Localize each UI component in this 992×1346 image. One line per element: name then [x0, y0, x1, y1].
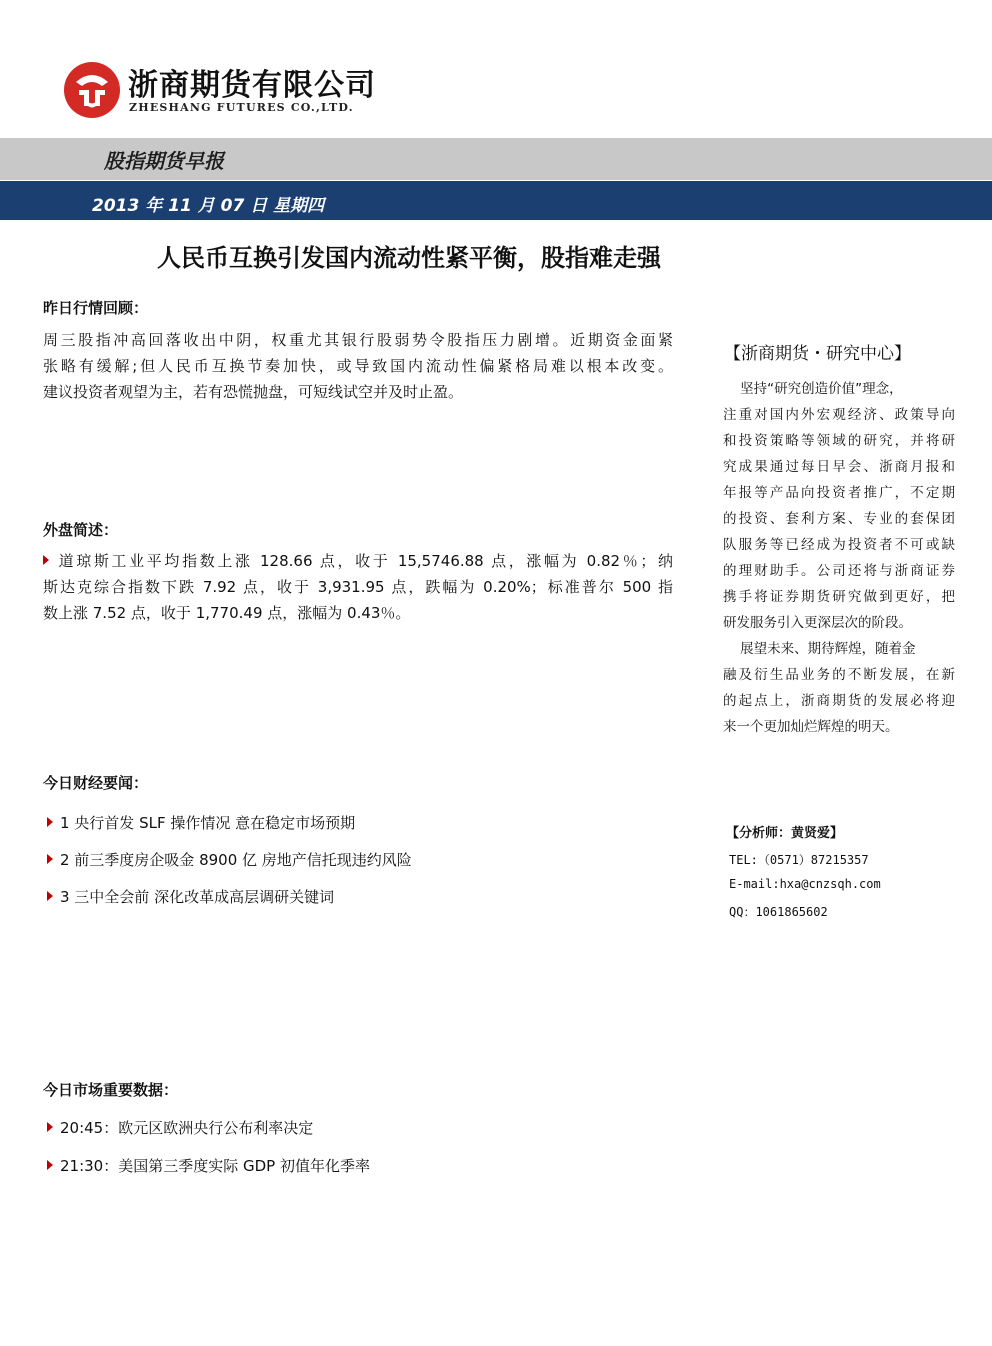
news-item-text: 1 央行首发 SLF 操作情况 意在稳定市场预期	[60, 814, 356, 832]
section-title-overseas: 外盘简述：	[43, 521, 119, 539]
overseas-line	[43, 548, 673, 574]
sidebar-line: 注重对国内外宏观经济、政策导向	[723, 407, 955, 423]
analyst-qq: QQ：1061865602	[729, 905, 828, 919]
headline: 人民币互换引发国内流动性紧平衡，股指难走强	[157, 244, 661, 272]
sidebar-line: 来一个更加灿烂辉煌的明天。	[723, 719, 899, 735]
bullet-arrow-icon	[47, 817, 53, 827]
sidebar-line: 坚持“研究创造价值”理念，	[723, 381, 903, 397]
bullet-arrow-icon	[47, 1122, 53, 1132]
overseas-line: 斯达克综合指数下跌 7.92 点，收于 3,931.95 点，跌幅为 0.20%；标准普尔 500 指	[43, 578, 673, 596]
zheshang-logo-icon	[62, 60, 122, 120]
sidebar-line: 携手将证券期货研究做到更好，把	[723, 589, 955, 605]
section-title-market-data: 今日市场重要数据：	[43, 1081, 179, 1099]
sidebar-line: 展望未来、期待辉煌，随着金	[723, 641, 916, 657]
news-item-text: 2 前三季度房企吸金 8900 亿 房地产信托现违约风险	[60, 851, 412, 869]
review-line: 建议投资者观望为主，若有恐慌抛盘，可短线试空并及时止盈。	[43, 383, 464, 401]
bullet-arrow-icon	[47, 1160, 53, 1170]
sidebar-line: 研发服务引入更深层次的阶段。	[723, 615, 912, 631]
sidebar-title: 【浙商期货・研究中心】	[724, 344, 911, 364]
review-paragraph	[43, 327, 673, 405]
sidebar-line: 融及衍生品业务的不断发展，在新	[723, 667, 955, 683]
sidebar-line: 究成果通过每日早会、浙商月报和	[723, 459, 955, 475]
market-data-item	[47, 1155, 370, 1176]
section-title-review: 昨日行情回顾：	[43, 299, 149, 317]
sidebar-paragraph	[723, 376, 955, 740]
analyst-name: 【分析师：黄贤爱】	[726, 826, 844, 841]
overseas-line-text: 道琼斯工业平均指数上涨 128.66 点，收于 15,5746.88 点，涨幅为 0.82％；纳	[56, 552, 673, 570]
news-item	[47, 812, 355, 833]
news-item	[47, 886, 334, 907]
market-data-item	[47, 1117, 313, 1138]
overseas-line: 数上涨 7.52 点，收于 1,770.49 点，涨幅为 0.43％。	[43, 604, 411, 622]
sidebar-line: 的理财助手。公司还将与浙商证券	[723, 563, 955, 579]
sidebar-line: 的起点上，浙商期货的发展必将迎	[723, 693, 955, 709]
analyst-email: E-mail:hxa@cnzsqh.com	[729, 877, 881, 891]
sidebar-line: 队服务等已经成为投资者不可或缺	[723, 537, 955, 553]
review-line: 张略有缓解;但人民币互换节奏加快，或导致国内流动性偏紧格局难以根本改变。	[43, 357, 673, 375]
market-data-item-text: 21:30：美国第三季度实际 GDP 初值年化季率	[60, 1157, 370, 1175]
company-name-en: ZHESHANG FUTURES CO.,LTD.	[129, 101, 354, 114]
news-item	[47, 849, 412, 870]
sidebar-line: 的投资、套利方案、专业的套保团	[723, 511, 955, 527]
analyst-tel: TEL:（0571）87215357	[729, 853, 869, 867]
bullet-arrow-icon	[47, 891, 53, 901]
sidebar-line: 年报等产品向投资者推广，不定期	[723, 485, 955, 501]
news-item-text: 3 三中全会前 深化改革成高层调研关键词	[60, 888, 335, 906]
report-type: 股指期货早报	[104, 149, 224, 173]
report-date: 2013 年 11 月 07 日 星期四	[92, 196, 325, 216]
bullet-arrow-icon	[43, 555, 49, 565]
bullet-arrow-icon	[47, 854, 53, 864]
section-title-news: 今日财经要闻：	[43, 774, 149, 792]
sidebar-line: 和投资策略等领域的研究，并将研	[723, 433, 955, 449]
review-line: 周三股指冲高回落收出中阴，权重尤其银行股弱势令股指压力剧增。近期资金面紧	[43, 331, 673, 349]
market-data-item-text: 20:45：欧元区欧洲央行公布利率决定	[60, 1119, 314, 1137]
overseas-paragraph	[43, 548, 673, 626]
company-name-cn: 浙商期货有限公司	[128, 68, 376, 103]
